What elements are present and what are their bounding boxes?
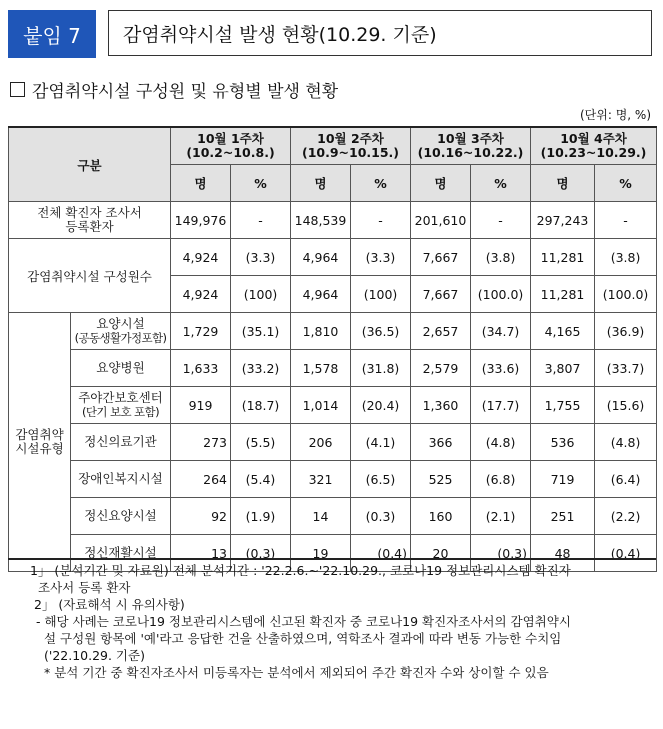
- table-cell: (6.8): [471, 461, 531, 498]
- table-row-type: [9, 313, 657, 350]
- table-cell: (36.9): [595, 313, 657, 350]
- table-cell: (15.6): [595, 387, 657, 424]
- table-cell: 19: [291, 535, 351, 572]
- table-cell: 48: [531, 535, 595, 572]
- week-header: 10월 2주차 (10.9~10.15.): [291, 127, 411, 165]
- table-cell: 536: [531, 424, 595, 461]
- table-cell: (33.6): [471, 350, 531, 387]
- table-cell: 201,610: [411, 202, 471, 239]
- table-cell: (0.3): [351, 498, 411, 535]
- table-cell: 206: [291, 424, 351, 461]
- note-1: 1」 (분석기간 및 자료원) 전체 분석기간 : '22.2.6.~'22.10.29., 코로나19 정보관리시스템 확진자: [30, 563, 571, 578]
- table-cell: (33.7): [595, 350, 657, 387]
- table-row-type: [9, 387, 657, 424]
- table-cell: 3,807: [531, 350, 595, 387]
- section-heading-text: 감염취약시설 구성원 및 유형별 발생 현황: [32, 82, 339, 102]
- table-cell: (2.2): [595, 498, 657, 535]
- table-cell: 7,667: [411, 276, 471, 313]
- pct-header: %: [471, 165, 531, 202]
- type-label: 정신의료기관: [71, 424, 171, 461]
- table-cell: (33.2): [231, 350, 291, 387]
- table-cell: (100): [351, 276, 411, 313]
- table-cell: 1,578: [291, 350, 351, 387]
- table-cell: 321: [291, 461, 351, 498]
- table-cell: 2,657: [411, 313, 471, 350]
- type-label: 주야간보호센터 (단기 보호 포함): [71, 387, 171, 424]
- title-area: [8, 10, 656, 58]
- table-cell: (100.0): [595, 276, 657, 313]
- facility-cases-table: [8, 126, 657, 572]
- table-cell: 13: [171, 535, 231, 572]
- table-cell: (4.8): [595, 424, 657, 461]
- table-cell: 1,810: [291, 313, 351, 350]
- table-row-type: [9, 350, 657, 387]
- table-cell: (18.7): [231, 387, 291, 424]
- count-header: 명: [291, 165, 351, 202]
- table-cell: (0.3): [471, 535, 531, 572]
- table-cell: 525: [411, 461, 471, 498]
- table-cell: 2,579: [411, 350, 471, 387]
- table-cell: 20: [411, 535, 471, 572]
- table-cell: 273: [171, 424, 231, 461]
- table-row-type: [9, 461, 657, 498]
- table-cell: -: [471, 202, 531, 239]
- table-cell: (6.5): [351, 461, 411, 498]
- table-cell: (0.4): [351, 535, 411, 572]
- square-bullet-icon: [10, 82, 25, 97]
- table-cell: 1,633: [171, 350, 231, 387]
- unit-label: (단위: 명, %): [579, 108, 651, 122]
- table-cell: 92: [171, 498, 231, 535]
- table-cell: (3.3): [231, 239, 291, 276]
- category-header: 구분: [9, 127, 171, 202]
- table-row-total: [9, 202, 657, 239]
- page-title: 감염취약시설 발생 현황(10.29. 기준): [108, 10, 652, 56]
- table-cell: (3.3): [351, 239, 411, 276]
- count-header: 명: [531, 165, 595, 202]
- table-cell: 366: [411, 424, 471, 461]
- note-3: * 분석 기간 중 확진자조사서 미등록자는 분석에서 제외되어 주간 확진자 수와 상이할 수 있음: [44, 665, 549, 680]
- table-cell: 4,165: [531, 313, 595, 350]
- header-row-weeks: [9, 127, 657, 165]
- table-cell: 148,539: [291, 202, 351, 239]
- table-cell: (0.4): [595, 535, 657, 572]
- note-1-cont: 조사서 등록 환자: [38, 580, 131, 595]
- section-heading: [10, 77, 338, 102]
- table-cell: 7,667: [411, 239, 471, 276]
- note-2-title: 2」 (자료해석 시 유의사항): [34, 597, 185, 612]
- table-cell: (2.1): [471, 498, 531, 535]
- table-cell: 149,976: [171, 202, 231, 239]
- table-cell: (4.8): [471, 424, 531, 461]
- table-cell: 160: [411, 498, 471, 535]
- table-cell: (36.5): [351, 313, 411, 350]
- footnotes: [8, 558, 656, 681]
- type-label: 요양병원: [71, 350, 171, 387]
- note-2-line: 설 구성원 항목에 '예'라고 응답한 건을 산출하였으며, 역학조사 결과에 따라 변동 가능한 수치임: [44, 631, 562, 646]
- table-row-type: [9, 498, 657, 535]
- count-header: 명: [411, 165, 471, 202]
- table-row-type: [9, 424, 657, 461]
- table-cell: 11,281: [531, 276, 595, 313]
- table-row-members: [9, 239, 657, 276]
- note-2-line: - 해당 사례는 코로나19 정보관리시스템에 신고된 확진자 중 코로나19 확진자조사서의 감염취약시: [36, 614, 571, 629]
- table-cell: 1,755: [531, 387, 595, 424]
- pct-header: %: [595, 165, 657, 202]
- table-cell: (3.8): [471, 239, 531, 276]
- appendix-badge: 붙임 7: [8, 10, 96, 58]
- table-cell: (6.4): [595, 461, 657, 498]
- table-cell: (100.0): [471, 276, 531, 313]
- table-cell: (100): [231, 276, 291, 313]
- table-cell: 14: [291, 498, 351, 535]
- table-cell: 1,729: [171, 313, 231, 350]
- week-header: 10월 4주차 (10.23~10.29.): [531, 127, 657, 165]
- table-cell: 264: [171, 461, 231, 498]
- table-cell: -: [351, 202, 411, 239]
- table-cell: (3.8): [595, 239, 657, 276]
- table-cell: 4,924: [171, 239, 231, 276]
- table-cell: (17.7): [471, 387, 531, 424]
- table-cell: -: [595, 202, 657, 239]
- table-cell: (5.5): [231, 424, 291, 461]
- table-cell: (5.4): [231, 461, 291, 498]
- row-label: 감염취약시설 구성원수: [9, 239, 171, 313]
- type-label: 요양시설 (공동생활가정포함): [71, 313, 171, 350]
- table-cell: 251: [531, 498, 595, 535]
- table-cell: (31.8): [351, 350, 411, 387]
- table-cell: (0.3): [231, 535, 291, 572]
- table-cell: (1.9): [231, 498, 291, 535]
- table-cell: 11,281: [531, 239, 595, 276]
- table-cell: (4.1): [351, 424, 411, 461]
- table-cell: 4,924: [171, 276, 231, 313]
- pct-header: %: [231, 165, 291, 202]
- table-cell: (34.7): [471, 313, 531, 350]
- type-group-label: 감염취약 시설유형: [9, 313, 71, 572]
- note-2-line: ('22.10.29. 기준): [44, 648, 145, 663]
- table-cell: 4,964: [291, 239, 351, 276]
- count-header: 명: [171, 165, 231, 202]
- week-header: 10월 3주차 (10.16~10.22.): [411, 127, 531, 165]
- pct-header: %: [351, 165, 411, 202]
- type-label: 장애인복지시설: [71, 461, 171, 498]
- table-cell: -: [231, 202, 291, 239]
- table-cell: 1,014: [291, 387, 351, 424]
- table-cell: 719: [531, 461, 595, 498]
- week-header: 10월 1주차 (10.2~10.8.): [171, 127, 291, 165]
- table-cell: (20.4): [351, 387, 411, 424]
- table-cell: 4,964: [291, 276, 351, 313]
- row-label: 전체 확진자 조사서 등록환자: [9, 202, 171, 239]
- table-cell: 297,243: [531, 202, 595, 239]
- type-label: 정신요양시설: [71, 498, 171, 535]
- table-cell: (35.1): [231, 313, 291, 350]
- type-label: 정신재활시설: [71, 535, 171, 572]
- table-cell: 919: [171, 387, 231, 424]
- table-cell: 1,360: [411, 387, 471, 424]
